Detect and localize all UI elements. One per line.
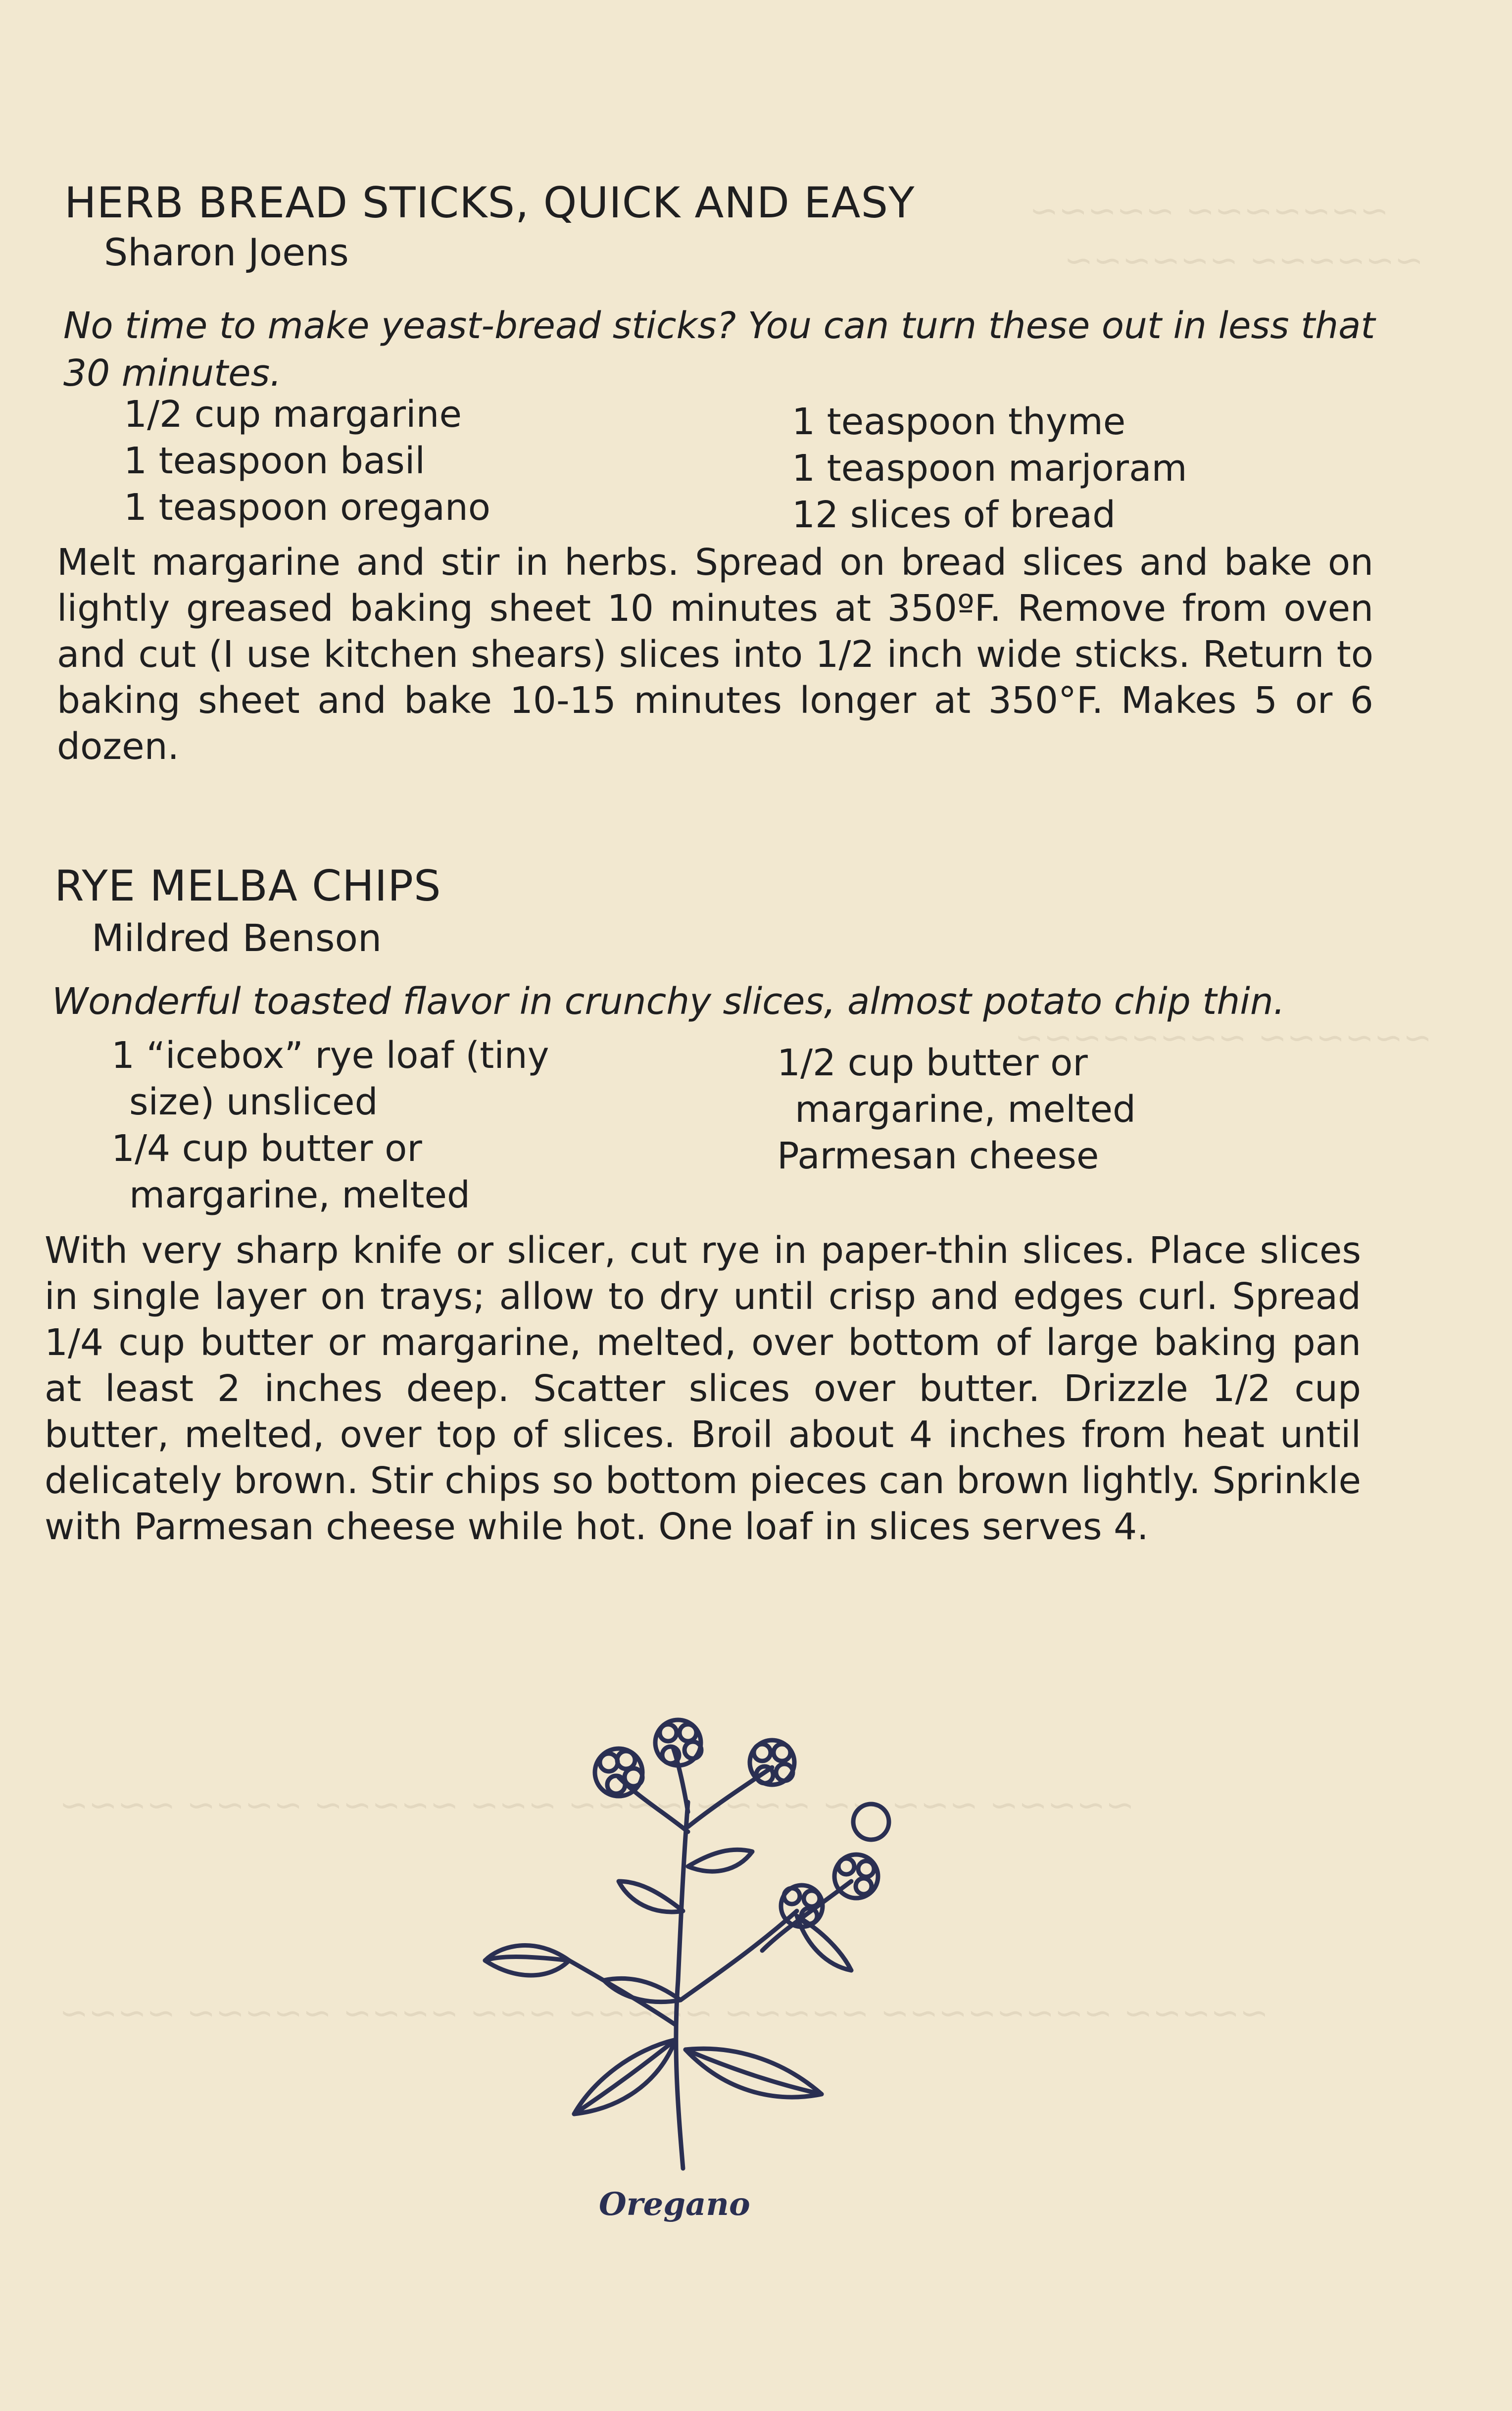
recipe-title: RYE MELBA CHIPS bbox=[54, 861, 441, 911]
show-through-text: ~~~~~ ~~~~~~~~ ~~~~~ ~~~~~ ~~~ ~~~~ ~~~~~ ~~~~ bbox=[59, 1993, 1269, 2033]
oregano-sprig-icon bbox=[475, 1703, 970, 2198]
ingredient: 12 slices of bread bbox=[792, 494, 1116, 536]
ingredient: 1 teaspoon thyme bbox=[792, 401, 1126, 443]
ingredient: 1/2 cup butter or bbox=[777, 1042, 1088, 1084]
illustration-caption: Oregano bbox=[599, 2186, 750, 2223]
ingredient: 1 teaspoon oregano bbox=[124, 486, 491, 529]
recipe-author: Sharon Joens bbox=[104, 230, 349, 274]
show-through-text: ~~~~~~ ~~~~~~~~ bbox=[1015, 1017, 1432, 1058]
show-through-text: ~~~~~ ~~~ ~~ ~~~~ ~~~~ ~~~ ~~~~~ ~~~~ ~~~~ bbox=[59, 1785, 1135, 1825]
recipe-intro: No time to make yeast-bread sticks? You can turn these out in less that 30 minutes. bbox=[63, 304, 1375, 395]
recipe-method: With very sharp knife or slicer, cut rye in paper-thin slices. Place slices in single layer on trays; allow to dry until crisp and edges curl. Spread 1/4 cup butter or margarine, melted, over bottom of large baking pan at least 2 inches deep. Scatter slices over butter. Drizzle 1/2 cup butter, melted, over top of slices. Broil about 4 inches from heat until delicately brown. Stir chips so bottom pieces can brown lightly. Sprinkle with Parmesan cheese while hot. One loaf in slices serves 4. bbox=[45, 1229, 1361, 1548]
ingredient: 1/4 cup butter or bbox=[111, 1127, 422, 1170]
ingredient: 1 teaspoon basil bbox=[124, 440, 425, 482]
ingredients-right bbox=[792, 399, 1187, 538]
recipe-method: Melt margarine and stir in herbs. Spread on bread slices and bake on lightly greased baking sheet 10 minutes at 350ºF. Remove from oven and cut (I use kitchen shears) slices into 1/2 inch wide sticks. Return to baking sheet and bake 10-15 minutes longer at 350°F. Makes 5 or 6 dozen. bbox=[57, 541, 1373, 768]
show-through-text: ~~~~~~ ~~~~~~ bbox=[1064, 240, 1424, 281]
ingredient: 1/2 cup margarine bbox=[124, 393, 462, 436]
ingredient: margarine, melted bbox=[795, 1088, 1136, 1131]
recipe-author: Mildred Benson bbox=[92, 916, 382, 960]
ingredients-right bbox=[777, 1040, 1136, 1179]
recipe-title: HERB BREAD STICKS, QUICK AND EASY bbox=[64, 178, 915, 228]
ingredient: 1 teaspoon marjoram bbox=[792, 447, 1187, 490]
ingredient: Parmesan cheese bbox=[777, 1135, 1099, 1177]
show-through-text: ~~~~~~~ ~~~~~ bbox=[1029, 191, 1389, 231]
ingredients-left bbox=[124, 391, 490, 531]
ingredient: 1 “icebox” rye loaf (tiny bbox=[111, 1034, 549, 1077]
ingredient: margarine, melted bbox=[129, 1174, 471, 1216]
ingredients-left bbox=[111, 1032, 549, 1218]
recipe-intro: Wonderful toasted flavor in crunchy slices, almost potato chip thin. bbox=[52, 980, 1285, 1023]
ingredient: size) unsliced bbox=[129, 1081, 378, 1123]
